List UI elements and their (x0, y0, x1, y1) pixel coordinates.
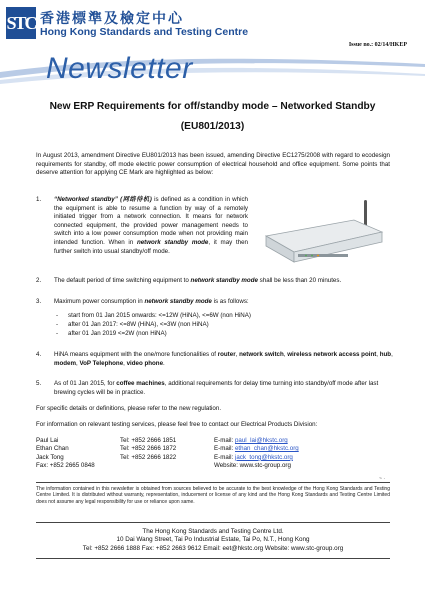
fax-number: Fax: +852 2665 0848 (36, 462, 95, 470)
term: coffee machines (116, 380, 165, 387)
term: modem (54, 359, 77, 367)
list-item-max-power (54, 298, 394, 307)
article-subtitle: (EU801/2013) (180, 121, 245, 132)
term: network standby mode (190, 277, 258, 284)
email-label: E-mail: (214, 453, 235, 461)
power-limits-list (54, 311, 354, 339)
separator: , (235, 351, 240, 358)
separator: , (376, 351, 380, 358)
item-number: 1. (36, 196, 42, 203)
contact-email (214, 437, 288, 445)
contact-intro: For information on relevant testing services, please feel free to contact our Electrical Products Division: (36, 421, 318, 428)
contact-row (36, 445, 390, 453)
footer-contact: Tel: +852 2666 1888 Fax: +852 2663 9612 Email: eet@hkstc.org Website: www.stc-group.org (82, 545, 344, 552)
email-link[interactable]: jack_tong@hkstc.org (234, 453, 293, 461)
item-text: is defined as a condition in which the equipment is able to resume a function by way of a remotely initiated trigger from a network connection. It means for network connected equipment, the provided power management needs to switch into a low power consumption mode when not providing main intended function. When in (54, 196, 248, 246)
list-item-coffee-machines (54, 380, 394, 397)
issue-number: Issue no.: 02/14/HKEP (348, 42, 407, 48)
contact-row (36, 437, 390, 445)
separator: . (163, 359, 165, 367)
divider (36, 558, 390, 559)
contacts-table (36, 437, 390, 471)
contact-name: Ethan Chan (36, 445, 69, 453)
email-label: E-mail: (214, 437, 235, 444)
email-link[interactable]: paul_lai@hkstc.org (234, 437, 288, 444)
item-text: shall be less than 20 minutes. (257, 277, 342, 284)
divider (36, 522, 390, 523)
item-text: , it may then further switch into usual standby/off mode. (54, 238, 248, 255)
signature-mark: ~ · (379, 476, 385, 482)
item-number: 2. (36, 277, 42, 284)
item-number: 5. (36, 380, 42, 387)
page-header (0, 0, 425, 52)
newsletter-title: Newsletter (46, 52, 193, 85)
term: “Networked standby” (网络待机) (54, 196, 152, 203)
intro-paragraph: In August 2013, amendment Directive EU801/2013 has been issued, amending Directive EC1275/2008 with regard to ecodesign requirements for standby, off mode electric power consumption of electrical household and office equipment. Some points that deserve attention for applying CE Mark are highlighted as below: (36, 152, 390, 177)
contact-row (36, 454, 390, 462)
item-text: Maximum power consumption in (54, 298, 145, 305)
contact-name: Jack Tong (36, 453, 64, 461)
stc-logo: STC (6, 7, 36, 39)
term: router (217, 351, 236, 358)
list-item-default-period (54, 277, 394, 286)
org-name-english: Hong Kong Standards and Testing Centre (40, 26, 249, 38)
item-text: HiNA means equipment with the one/more functionalities of (54, 351, 218, 358)
separator: , (391, 351, 393, 358)
item-text: As of 01 Jan 2015, for (54, 380, 117, 387)
contact-tel: Tel: +852 2666 1872 (120, 445, 177, 453)
item-text: The default period of time switching equipment to (54, 277, 191, 284)
disclaimer: The information contained in this newsletter is obtained from sources believed to be accurate to the best knowledge of the Hong Kong Standards and Testing Centre Limited. It is distributed without warranty, representation, inducement or license of any kind and the Hong Kong Standards and Testing Centre Limited does not assume any legal responsibility for use or reliance upon same. (36, 486, 390, 505)
email-link[interactable]: ethan_chan@hkstc.org (234, 445, 299, 453)
term: hub (379, 351, 392, 358)
item-number: 4. (36, 351, 42, 358)
contact-email (214, 454, 293, 462)
list-item: - after 01 Jan 2017: <=8W (HiNA), <=3W (non HiNA) (54, 320, 354, 329)
list-item: - start from 01 Jan 2015 onwards: <=12W (HiNA), <=6W (non HiNA) (54, 311, 354, 320)
list-item: - after 01 Jan 2019 <=2W (non HiNA) (54, 329, 354, 338)
item-number: 3. (36, 298, 42, 305)
contact-tel: Tel: +852 2666 1822 (120, 453, 177, 461)
footer-company: The Hong Kong Standards and Testing Centre Ltd. (142, 528, 284, 535)
term: network switch (239, 351, 284, 358)
item-text: is as follows: (211, 298, 249, 305)
website: Website: www.stc-group.org (214, 462, 291, 470)
email-label: E-mail: (214, 445, 235, 453)
term: VoP Telephone (79, 359, 124, 367)
article-title: New ERP Requirements for off/standby mode – Networked Standby (49, 101, 376, 112)
contact-tel: Tel: +852 2666 1851 (120, 437, 177, 444)
separator: , (76, 359, 80, 367)
contact-name: Paul Lai (36, 437, 59, 444)
contact-email (214, 445, 299, 453)
specific-details-note: For specific details or definitions, please refer to the new regulation. (36, 405, 222, 412)
divider (36, 482, 390, 483)
separator: , (283, 351, 288, 358)
term: wireless network access point (287, 351, 377, 358)
term: video phone (126, 359, 164, 367)
footer-address: 10 Dai Wang Street, Tai Po Industrial Estate, Tai Po, N.T., Hong Kong (116, 536, 310, 543)
term: network standby mode (136, 238, 209, 246)
list-item-networked-standby (54, 196, 248, 256)
item-text: , additional requirements for delay time turning into standby/off mode after last brewing cycles will be in practice. (54, 380, 379, 396)
network-device-image (258, 196, 386, 268)
org-name-chinese: 香港標準及檢定中心 (40, 11, 184, 27)
separator: , (123, 359, 127, 367)
list-item-hina-definition (54, 351, 394, 368)
term: network standby mode (144, 298, 212, 305)
contact-row (36, 462, 390, 470)
